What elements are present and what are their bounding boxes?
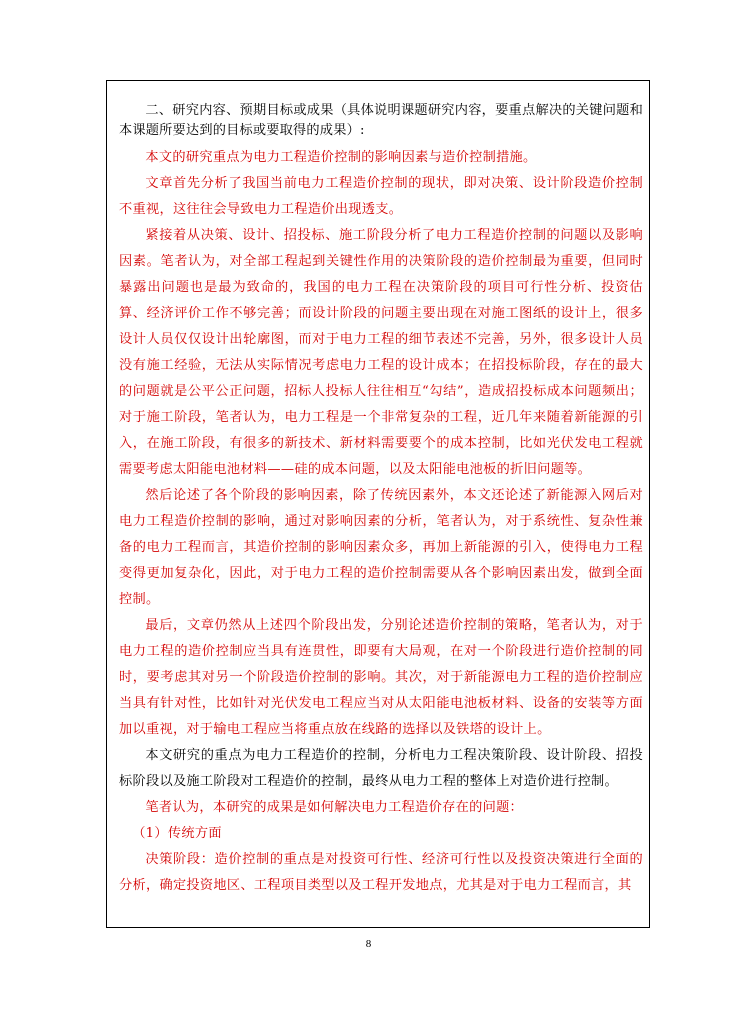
paragraph-stage-analysis: 紧接着从决策、设计、招投标、施工阶段分析了电力工程造价控制的问题以及影响因素。笔者认为，对全部工程起到关键性作用的决策阶段的造价控制最为重要，但同时暴露出问题也是最为致命的，我国的电力工程在决策阶段的项目可行性分析、投资估算、经济评价工作不够完善；而设计阶段的问题主要出现在对施工图纸的设计上，很多设计人员仅仅设计出轮廓图，而对于电力工程的细节表述不完善，另外，很多设计人员没有施工经验，无法从实际情况考虑电力工程的设计成本；在招投标阶段，存在的最大的问题就是公平公正问题，招标人投标人往往相互“勾结”，造成招投标成本问题频出；对于施工阶段，笔者认为，电力工程是一个非常复杂的工程，近几年来随着新能源的引入，在施工阶段，有很多的新技术、新材料需要要个的成本控制，比如光伏发电工程就需要考虑太阳能电池材料——硅的成本问题，以及太阳能电池板的折旧问题等。	[119, 228, 643, 477]
paragraph-expected-results: 笔者认为，本研究的成果是如何解决电力工程造价存在的问题：	[145, 800, 524, 815]
list-heading-traditional: （1）传统方面	[132, 826, 222, 841]
paragraph-control-strategy: 最后，文章仍然从上述四个阶段出发，分别论述造价控制的策略，笔者认为，对于电力工程的造价控制应当具有连贯性，即要有大局观，在对一个阶段进行造价控制的同时，要考虑其对另一个阶段造价控制的影响。其次，对于新能源电力工程的造价控制应当具有针对性，比如针对光伏发电工程应当对从太阳能电池板材料、设备的安装等方面加以重视，对于输电工程应当将重点放在线路的选择以及铁塔的设计上。	[119, 618, 643, 737]
research-content-section	[119, 101, 643, 899]
section-heading: 二、研究内容、预期目标或成果（具体说明课题研究内容，要重点解决的关键问题和本课题所要达到的目标或要取得的成果）:	[119, 103, 643, 138]
paragraph-focus: 本文的研究重点为电力工程造价控制的影响因素与造价控制措施。	[145, 150, 537, 165]
paragraph-current-status: 文章首先分析了我国当前电力工程造价控制的现状，即对决策、设计阶段造价控制不重视，这往往会导致电力工程造价出现透支。	[119, 176, 643, 217]
page-number: 8	[365, 938, 372, 950]
paragraph-research-summary: 本文研究的重点为电力工程造价的控制，分析电力工程决策阶段、设计阶段、招投标阶段以及施工阶段对工程造价的控制，最终从电力工程的整体上对造价进行控制。	[119, 748, 643, 789]
paragraph-decision-stage: 决策阶段：造价控制的重点是对投资可行性、经济可行性以及投资决策进行全面的分析，确定投资地区、工程项目类型以及工程开发地点，尤其是对于电力工程而言，其	[119, 852, 643, 893]
paragraph-influence-factors: 然后论述了各个阶段的影响因素，除了传统因素外，本文还论述了新能源入网后对电力工程造价控制的影响，通过对影响因素的分析，笔者认为，对于系统性、复杂性兼备的电力工程而言，其造价控制的影响因素众多，再加上新能源的引入，使得电力工程变得更加复杂化，因此，对于电力工程的造价控制需要从各个影响因素出发，做到全面控制。	[119, 488, 643, 607]
content-frame	[106, 80, 650, 928]
